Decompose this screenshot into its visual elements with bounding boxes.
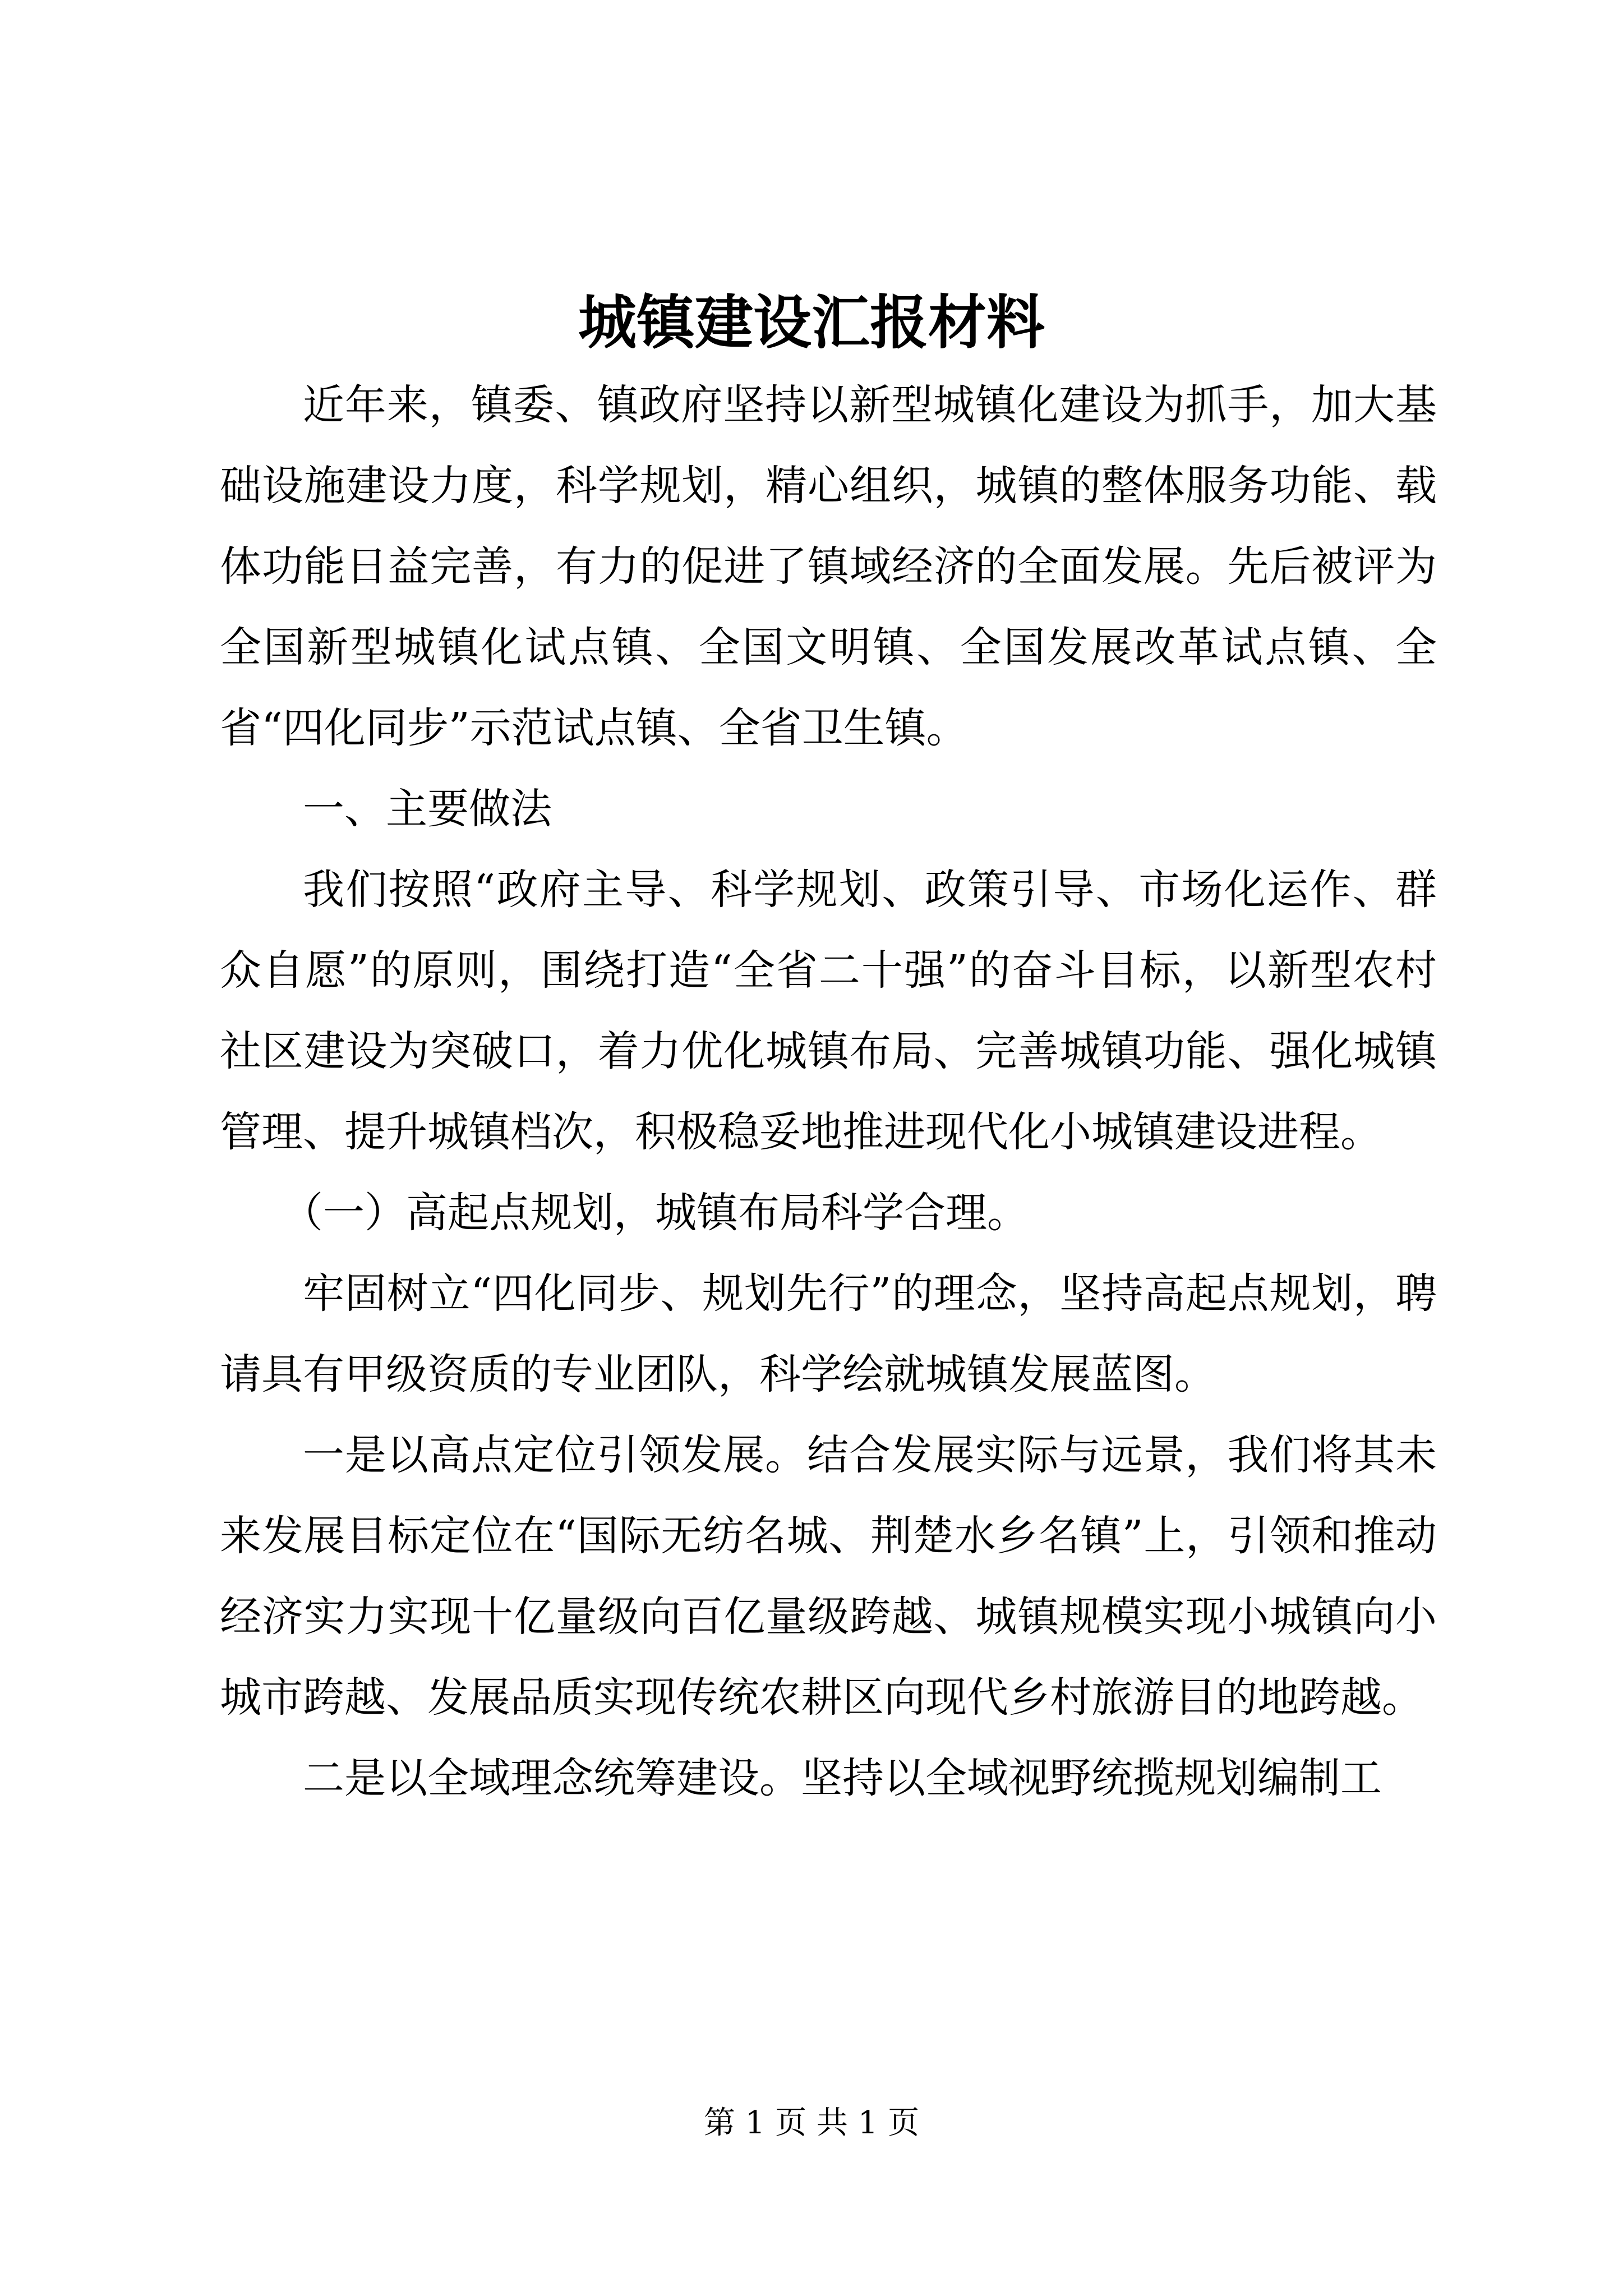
subsection-heading-planning: （一）高起点规划，城镇布局科学合理。 xyxy=(282,1189,1029,1237)
paragraph-planning-concept: 牢固树立“四化同步、规划先行”的理念，坚持高起点规划，聘请具有甲级资质的专业团队，科学绘就城镇发展蓝图。 xyxy=(220,1269,1437,1398)
document-body xyxy=(220,365,1437,1819)
page-number-footer: 第 1 页 共 1 页 xyxy=(703,2105,920,2141)
section-heading-main-practices: 一、主要做法 xyxy=(303,785,552,833)
document-title: 城镇建设汇报材料 xyxy=(578,288,1045,357)
paragraph-principles: 我们按照“政府主导、科学规划、政策引导、市场化运作、群众自愿”的原则，围绕打造“全省二十强”的奋斗目标，以新型农村社区建设为突破口，着力优化城镇布局、完善城镇功能、强化城镇管理、提升城镇档次，积极稳妥地推进现代化小城镇建设进程。 xyxy=(220,866,1437,1156)
paragraph-point-one: 一是以高点定位引领发展。结合发展实际与远景，我们将其未来发展目标定位在“国际无纺名城、荆楚水乡名镇”上，引领和推动经济实力实现十亿量级向百亿量级跨越、城镇规模实现小城镇向小城市跨越、发展品质实现传统农耕区向现代乡村旅游目的地跨越。 xyxy=(220,1431,1437,1722)
paragraph-point-two: 二是以全域理念统筹建设。坚持以全域视野统揽规划编制工 xyxy=(303,1754,1382,1802)
paragraph-intro: 近年来，镇委、镇政府坚持以新型城镇化建设为抓手，加大基础设施建设力度，科学规划，精心组织，城镇的整体服务功能、载体功能日益完善，有力的促进了镇域经济的全面发展。先后被评为全国新型城镇化试点镇、全国文明镇、全国发展改革试点镇、全省“四化同步”示范试点镇、全省卫生镇。 xyxy=(220,381,1437,752)
